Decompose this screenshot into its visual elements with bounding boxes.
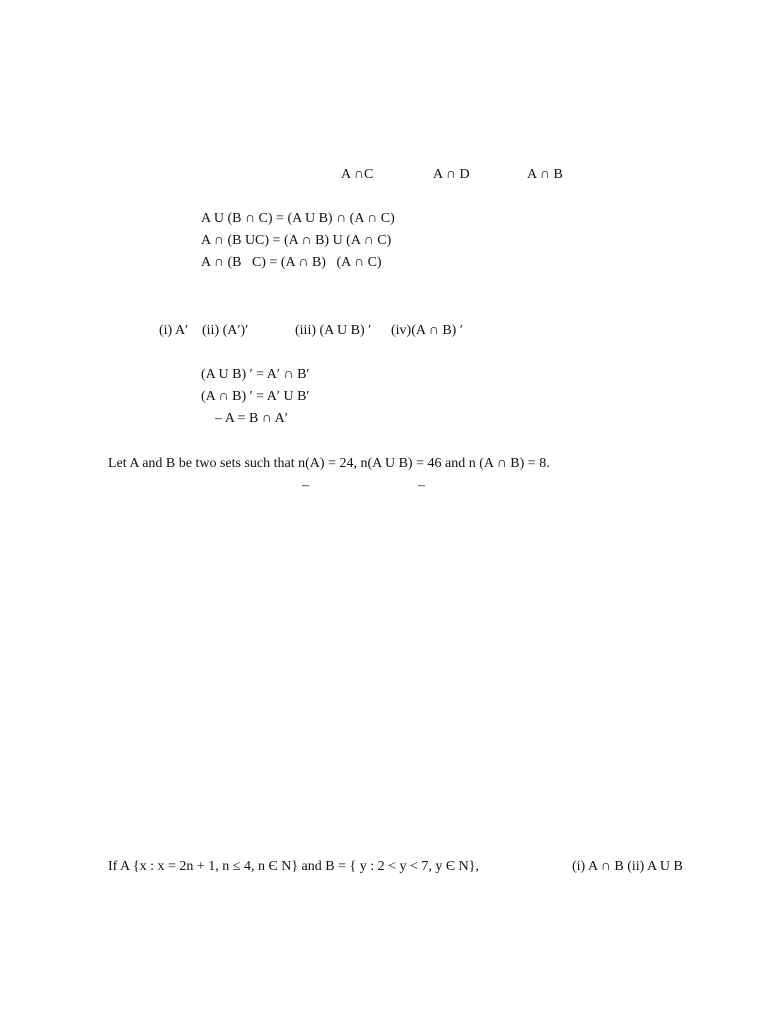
problem-tasks: (i) A ∩ B (ii) A U B [572,859,683,874]
expr-a-intersect-b: A ∩ B [527,167,563,182]
law-line-1: A U (B ∩ C) = (A U B) ∩ (A ∩ C) [201,211,395,226]
law-line-2: A ∩ (B UC) = (A ∩ B) U (A ∩ C) [201,233,392,248]
dash-mark-1: – [302,478,309,493]
demorgan-line-3: – A = B ∩ A′ [215,411,288,426]
dash-mark-2: – [418,478,425,493]
expr-a-intersect-c: A ∩C [341,167,374,182]
problem-statement-sets: Let A and B be two sets such that n(A) = 24, n(A U B) = 46 and n (A ∩ B) = 8. [108,456,550,471]
demorgan-line-1: (A U B) ′ = A′ ∩ B′ [201,367,310,382]
law-line-3: A ∩ (B C) = (A ∩ B) (A ∩ C) [201,255,382,270]
complement-item-4: (iv)(A ∩ B) ′ [391,323,463,338]
complement-item-1: (i) A′ [159,323,189,338]
demorgan-line-2: (A ∩ B) ′ = A′ U B′ [201,389,310,404]
expr-a-intersect-d: A ∩ D [433,167,470,182]
problem-statement-set-builder: If A {x : x = 2n + 1, n ≤ 4, n Є N} and B = { y : 2 < y < 7, y Є N}, [108,859,479,874]
complement-item-2: (ii) (A′)′ [202,323,249,338]
complement-item-3: (iii) (A U B) ′ [295,323,372,338]
